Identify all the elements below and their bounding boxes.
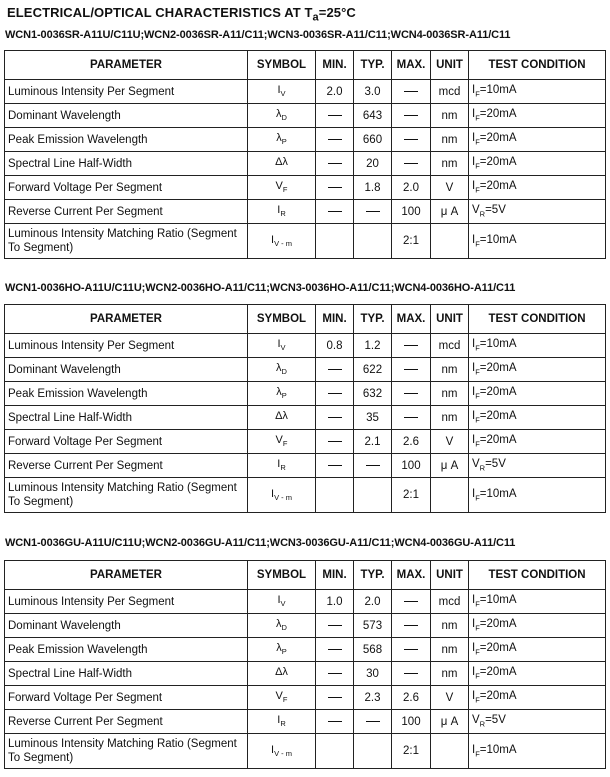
unit-cell: nm xyxy=(431,662,469,686)
symbol-cell: $I_V$ xyxy=(248,590,316,614)
typ-cell: 2.1 xyxy=(354,430,392,454)
typ-cell: 2.0 xyxy=(354,590,392,614)
typ-cell: 632 xyxy=(354,382,392,406)
dash-mark xyxy=(404,625,418,626)
parameter-cell: Luminous Intensity Per Segment xyxy=(5,80,248,104)
test-condition-cell: $I_F=20mA$ xyxy=(469,614,606,638)
typ-cell: 573 xyxy=(354,614,392,638)
symbol-cell: $I_{V - m}$ xyxy=(248,734,316,769)
table-row xyxy=(5,200,606,224)
table-row xyxy=(5,382,606,406)
table-row xyxy=(5,406,606,430)
column-header: MIN. xyxy=(316,51,354,80)
symbol-cell: $I_R$ xyxy=(248,200,316,224)
dash-mark xyxy=(328,115,342,116)
parameter-cell: Luminous Intensity Matching Ratio (Segment To Segment) xyxy=(5,224,248,259)
test-condition-cell: $I_F=10mA$ xyxy=(469,80,606,104)
min-cell xyxy=(316,200,354,224)
characteristics-table xyxy=(4,50,606,259)
min-cell: 2.0 xyxy=(316,80,354,104)
unit-cell: nm xyxy=(431,128,469,152)
min-cell xyxy=(316,358,354,382)
max-cell: 100 xyxy=(392,710,431,734)
unit-cell: nm xyxy=(431,614,469,638)
unit-cell: V xyxy=(431,176,469,200)
dash-mark xyxy=(328,163,342,164)
parameter-cell: Forward Voltage Per Segment xyxy=(5,430,248,454)
min-cell: 1.0 xyxy=(316,590,354,614)
dash-mark xyxy=(328,649,342,650)
test-condition-cell: $I_F=20mA$ xyxy=(469,638,606,662)
symbol-cell: $V_F$ xyxy=(248,430,316,454)
table-row xyxy=(5,224,606,259)
max-cell: 2.6 xyxy=(392,686,431,710)
test-condition-cell: $V_R=5V$ xyxy=(469,454,606,478)
test-condition-cell: $V_R=5V$ xyxy=(469,710,606,734)
typ-cell xyxy=(354,454,392,478)
max-cell xyxy=(392,358,431,382)
parameter-cell: Forward Voltage Per Segment xyxy=(5,176,248,200)
typ-cell: 35 xyxy=(354,406,392,430)
characteristics-table xyxy=(4,304,606,513)
unit-cell: nm xyxy=(431,382,469,406)
table-row xyxy=(5,80,606,104)
min-cell xyxy=(316,382,354,406)
page-title xyxy=(7,5,356,24)
table-row xyxy=(5,104,606,128)
parameter-cell: Luminous Intensity Per Segment xyxy=(5,590,248,614)
symbol-cell: $\lambda_D$ xyxy=(248,358,316,382)
dash-mark xyxy=(328,393,342,394)
max-cell: 2:1 xyxy=(392,224,431,259)
min-cell xyxy=(316,638,354,662)
min-cell xyxy=(316,686,354,710)
unit-cell: μ A xyxy=(431,710,469,734)
parameter-cell: Spectral Line Half-Width xyxy=(5,662,248,686)
typ-cell xyxy=(354,224,392,259)
table-row xyxy=(5,176,606,200)
parameter-cell: Forward Voltage Per Segment xyxy=(5,686,248,710)
table-row xyxy=(5,638,606,662)
table-header-row xyxy=(5,561,606,590)
typ-cell xyxy=(354,734,392,769)
table-row xyxy=(5,358,606,382)
typ-cell: 1.2 xyxy=(354,334,392,358)
min-cell xyxy=(316,104,354,128)
unit-cell: nm xyxy=(431,638,469,662)
test-condition-cell: $I_F=10mA$ xyxy=(469,478,606,513)
min-cell xyxy=(316,224,354,259)
parameter-cell: Dominant Wavelength xyxy=(5,614,248,638)
column-header: MIN. xyxy=(316,305,354,334)
max-cell xyxy=(392,334,431,358)
min-cell xyxy=(316,406,354,430)
typ-cell xyxy=(354,710,392,734)
max-cell xyxy=(392,614,431,638)
symbol-cell: $\lambda_D$ xyxy=(248,104,316,128)
test-condition-cell: $I_F=20mA$ xyxy=(469,686,606,710)
min-cell xyxy=(316,152,354,176)
table-row xyxy=(5,734,606,769)
test-condition-cell: $I_F=20mA$ xyxy=(469,128,606,152)
symbol-cell: $\lambda_P$ xyxy=(248,638,316,662)
dash-mark xyxy=(404,393,418,394)
test-condition-cell: $I_F=20mA$ xyxy=(469,662,606,686)
test-condition-cell: $V_R=5V$ xyxy=(469,200,606,224)
max-cell: 100 xyxy=(392,454,431,478)
unit-cell: V xyxy=(431,430,469,454)
column-header: MAX. xyxy=(392,561,431,590)
test-condition-cell: $I_F=10mA$ xyxy=(469,590,606,614)
unit-cell: nm xyxy=(431,358,469,382)
dash-mark xyxy=(366,721,380,722)
dash-mark xyxy=(328,625,342,626)
unit-cell: V xyxy=(431,686,469,710)
section-heading: WCN1-0036SR-A11U/C11U;WCN2-0036SR-A11/C11;WCN3-0036SR-A11/C11;WCN4-0036SR-A11/C11 xyxy=(5,29,511,41)
test-condition-cell: $I_F=20mA$ xyxy=(469,358,606,382)
unit-cell xyxy=(431,734,469,769)
table-row xyxy=(5,478,606,513)
max-cell xyxy=(392,382,431,406)
column-header: MAX. xyxy=(392,51,431,80)
table-header-row xyxy=(5,305,606,334)
parameter-cell: Luminous Intensity Per Segment xyxy=(5,334,248,358)
symbol-cell: $I_V$ xyxy=(248,334,316,358)
column-header: SYMBOL xyxy=(248,305,316,334)
max-cell xyxy=(392,590,431,614)
section-heading: WCN1-0036HO-A11U/C11U;WCN2-0036HO-A11/C11;WCN3-0036HO-A11/C11;WCN4-0036HO-A11/C11 xyxy=(5,282,516,294)
dash-mark xyxy=(328,369,342,370)
max-cell xyxy=(392,638,431,662)
symbol-cell: Δλ xyxy=(248,152,316,176)
typ-cell: 30 xyxy=(354,662,392,686)
min-cell xyxy=(316,614,354,638)
column-header: PARAMETER xyxy=(5,305,248,334)
dash-mark xyxy=(404,91,418,92)
dash-mark xyxy=(366,211,380,212)
dash-mark xyxy=(366,465,380,466)
dash-mark xyxy=(404,369,418,370)
table-row xyxy=(5,614,606,638)
min-cell xyxy=(316,710,354,734)
max-cell xyxy=(392,80,431,104)
min-cell: 0.8 xyxy=(316,334,354,358)
unit-cell xyxy=(431,224,469,259)
min-cell xyxy=(316,430,354,454)
parameter-cell: Luminous Intensity Matching Ratio (Segment To Segment) xyxy=(5,478,248,513)
min-cell xyxy=(316,662,354,686)
test-condition-cell: $I_F=20mA$ xyxy=(469,406,606,430)
min-cell xyxy=(316,128,354,152)
dash-mark xyxy=(328,187,342,188)
min-cell xyxy=(316,478,354,513)
dash-mark xyxy=(328,417,342,418)
column-header: TYP. xyxy=(354,305,392,334)
column-header: SYMBOL xyxy=(248,51,316,80)
unit-cell: μ A xyxy=(431,454,469,478)
unit-cell: nm xyxy=(431,152,469,176)
typ-cell: 568 xyxy=(354,638,392,662)
max-cell xyxy=(392,662,431,686)
column-header: TEST CONDITION xyxy=(469,305,606,334)
characteristics-table xyxy=(4,560,606,769)
typ-cell: 3.0 xyxy=(354,80,392,104)
column-header: UNIT xyxy=(431,305,469,334)
test-condition-cell: $I_F=20mA$ xyxy=(469,176,606,200)
typ-cell: 20 xyxy=(354,152,392,176)
dash-mark xyxy=(404,649,418,650)
dash-mark xyxy=(328,697,342,698)
unit-cell: nm xyxy=(431,104,469,128)
parameter-cell: Dominant Wavelength xyxy=(5,358,248,382)
symbol-cell: Δλ xyxy=(248,662,316,686)
max-cell xyxy=(392,406,431,430)
unit-cell: mcd xyxy=(431,80,469,104)
column-header: PARAMETER xyxy=(5,561,248,590)
symbol-cell: $V_F$ xyxy=(248,176,316,200)
typ-cell: 643 xyxy=(354,104,392,128)
table-row xyxy=(5,454,606,478)
symbol-cell: $I_R$ xyxy=(248,454,316,478)
typ-cell: 2.3 xyxy=(354,686,392,710)
typ-cell xyxy=(354,478,392,513)
max-cell: 2.0 xyxy=(392,176,431,200)
parameter-cell: Spectral Line Half-Width xyxy=(5,406,248,430)
table-row xyxy=(5,710,606,734)
page-title-text: ELECTRICAL/OPTICAL CHARACTERISTICS AT xyxy=(7,5,305,20)
unit-cell: nm xyxy=(431,406,469,430)
dash-mark xyxy=(404,345,418,346)
dash-mark xyxy=(328,441,342,442)
typ-cell: 660 xyxy=(354,128,392,152)
table-row xyxy=(5,590,606,614)
dash-mark xyxy=(328,139,342,140)
dash-mark xyxy=(328,721,342,722)
symbol-cell: $\lambda_P$ xyxy=(248,128,316,152)
test-condition-cell: $I_F=10mA$ xyxy=(469,334,606,358)
max-cell: 100 xyxy=(392,200,431,224)
column-header: PARAMETER xyxy=(5,51,248,80)
symbol-cell: $V_F$ xyxy=(248,686,316,710)
dash-mark xyxy=(404,115,418,116)
test-condition-cell: $I_F=20mA$ xyxy=(469,430,606,454)
section-heading: WCN1-0036GU-A11U/C11U;WCN2-0036GU-A11/C11;WCN3-0036GU-A11/C11;WCN4-0036GU-A11/C11 xyxy=(5,537,516,549)
unit-cell xyxy=(431,478,469,513)
dash-mark xyxy=(404,673,418,674)
typ-cell xyxy=(354,200,392,224)
parameter-cell: Peak Emission Wavelength xyxy=(5,128,248,152)
parameter-cell: Peak Emission Wavelength xyxy=(5,382,248,406)
table-row xyxy=(5,152,606,176)
min-cell xyxy=(316,454,354,478)
min-cell xyxy=(316,734,354,769)
max-cell xyxy=(392,104,431,128)
min-cell xyxy=(316,176,354,200)
table-row xyxy=(5,334,606,358)
parameter-cell: Reverse Current Per Segment xyxy=(5,710,248,734)
parameter-cell: Peak Emission Wavelength xyxy=(5,638,248,662)
parameter-cell: Luminous Intensity Matching Ratio (Segment To Segment) xyxy=(5,734,248,769)
table-row xyxy=(5,128,606,152)
symbol-cell: $I_R$ xyxy=(248,710,316,734)
column-header: UNIT xyxy=(431,561,469,590)
dash-mark xyxy=(328,211,342,212)
test-condition-cell: $I_F=10mA$ xyxy=(469,734,606,769)
table-header-row xyxy=(5,51,606,80)
parameter-cell: Reverse Current Per Segment xyxy=(5,200,248,224)
max-cell: 2.6 xyxy=(392,430,431,454)
column-header: TEST CONDITION xyxy=(469,561,606,590)
symbol-cell: $I_V$ xyxy=(248,80,316,104)
test-condition-cell: $I_F=20mA$ xyxy=(469,382,606,406)
dash-mark xyxy=(404,163,418,164)
parameter-cell: Spectral Line Half-Width xyxy=(5,152,248,176)
column-header: MAX. xyxy=(392,305,431,334)
column-header: MIN. xyxy=(316,561,354,590)
dash-mark xyxy=(328,465,342,466)
dash-mark xyxy=(328,673,342,674)
test-condition-cell: $I_F=20mA$ xyxy=(469,152,606,176)
column-header: SYMBOL xyxy=(248,561,316,590)
table-row xyxy=(5,686,606,710)
max-cell: 2:1 xyxy=(392,734,431,769)
parameter-cell: Reverse Current Per Segment xyxy=(5,454,248,478)
column-header: TYP. xyxy=(354,561,392,590)
symbol-cell: $I_{V - m}$ xyxy=(248,224,316,259)
dash-mark xyxy=(404,601,418,602)
typ-cell: 1.8 xyxy=(354,176,392,200)
max-cell xyxy=(392,128,431,152)
symbol-cell: $\lambda_P$ xyxy=(248,382,316,406)
column-header: UNIT xyxy=(431,51,469,80)
test-condition-cell: $I_F=20mA$ xyxy=(469,104,606,128)
test-condition-cell: $I_F=10mA$ xyxy=(469,224,606,259)
symbol-cell: Δλ xyxy=(248,406,316,430)
dash-mark xyxy=(404,139,418,140)
symbol-cell: $I_{V - m}$ xyxy=(248,478,316,513)
parameter-cell: Dominant Wavelength xyxy=(5,104,248,128)
dash-mark xyxy=(404,417,418,418)
table-row xyxy=(5,662,606,686)
unit-cell: mcd xyxy=(431,590,469,614)
symbol-cell: $\lambda_D$ xyxy=(248,614,316,638)
max-cell: 2:1 xyxy=(392,478,431,513)
unit-cell: μ A xyxy=(431,200,469,224)
column-header: TYP. xyxy=(354,51,392,80)
column-header: TEST CONDITION xyxy=(469,51,606,80)
ambient-temperature: $T_a=25^\circ C$ xyxy=(304,5,356,24)
table-row xyxy=(5,430,606,454)
unit-cell: mcd xyxy=(431,334,469,358)
max-cell xyxy=(392,152,431,176)
typ-cell: 622 xyxy=(354,358,392,382)
